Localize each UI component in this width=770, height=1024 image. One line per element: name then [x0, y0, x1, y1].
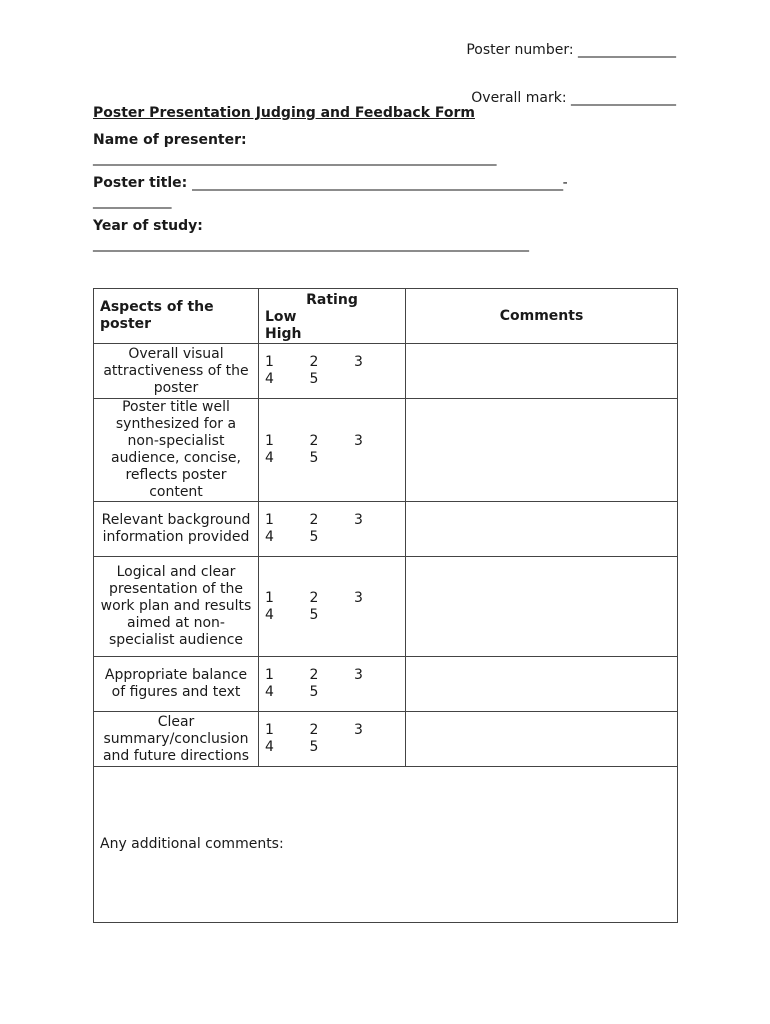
name-of-presenter-label: Name of presenter: [93, 132, 247, 148]
poster-title-label: Poster title: [93, 175, 193, 191]
rating-cell[interactable] [259, 712, 406, 767]
aspect-cell: Poster title well synthesized for a non-specialist audience, concise, reflects poster content [94, 399, 259, 502]
comments-cell[interactable] [406, 712, 678, 767]
table-row [94, 657, 678, 712]
form-title: Poster Presentation Judging and Feedback Form [93, 105, 475, 121]
judging-table [93, 288, 678, 923]
rating-scale-line2[interactable]: 4 5 [265, 684, 319, 700]
name-of-presenter-line[interactable]: ______________________________________________________________ [93, 150, 496, 166]
table-row [94, 712, 678, 767]
rating-scale-line1[interactable]: 1 2 3 [265, 667, 363, 683]
poster-title-line[interactable]: _________________________________________________________- [192, 175, 568, 191]
poster-number-field[interactable]: Poster number: ______________ [466, 42, 676, 58]
rating-cell[interactable] [259, 399, 406, 502]
additional-comments-box[interactable] [94, 767, 678, 923]
year-of-study-label: Year of study: [93, 218, 203, 234]
table-row [94, 344, 678, 399]
table-header-row [94, 289, 678, 344]
rating-title: Rating [306, 292, 358, 308]
table-row [94, 502, 678, 557]
rating-header [259, 289, 406, 344]
rating-scale-line2[interactable]: 4 5 [265, 606, 319, 623]
rating-high-label: High [265, 326, 302, 342]
comments-cell[interactable] [406, 557, 678, 657]
poster-title-row [93, 175, 567, 191]
rating-cell[interactable] [259, 344, 406, 399]
rating-cell[interactable] [259, 657, 406, 712]
table-row [94, 399, 678, 502]
aspect-cell: Clear summary/conclusion and future directions [94, 712, 259, 767]
comments-cell[interactable] [406, 657, 678, 712]
comments-cell[interactable] [406, 344, 678, 399]
rating-cell[interactable] [259, 557, 406, 657]
aspects-header: Aspects of the poster [94, 289, 259, 344]
rating-scale-line1[interactable]: 1 2 3 [265, 512, 363, 528]
rating-scale-line2[interactable]: 4 5 [265, 371, 319, 387]
aspect-cell: Relevant background information provided [94, 502, 259, 557]
rating-low-label: Low [265, 309, 297, 325]
rating-scale-line2[interactable]: 4 5 [265, 739, 319, 755]
rating-scale-line1[interactable]: 1 2 3 [265, 433, 363, 449]
comments-header: Comments [406, 289, 678, 344]
rating-scale-line2[interactable]: 4 5 [265, 450, 319, 466]
comments-cell[interactable] [406, 399, 678, 502]
overall-mark-field[interactable]: Overall mark: _______________ [471, 90, 676, 106]
rating-scale-line2[interactable]: 4 5 [265, 529, 319, 545]
rating-scale-line1[interactable]: 1 2 3 [265, 722, 363, 738]
additional-comments-label: Any additional comments: [100, 836, 284, 852]
comments-cell[interactable] [406, 502, 678, 557]
aspect-cell: Logical and clear presentation of the work plan and results aimed at non-specialist audience [94, 557, 259, 657]
additional-comments-row [94, 767, 678, 923]
aspect-cell: Appropriate balance of figures and text [94, 657, 259, 712]
rating-scale-line1[interactable]: 1 2 3 [265, 354, 363, 370]
rating-scale-line1[interactable]: 1 2 3 [265, 589, 363, 606]
table-row [94, 557, 678, 657]
rating-cell[interactable] [259, 502, 406, 557]
poster-title-line-continued[interactable]: ____________ [93, 193, 171, 209]
year-of-study-line[interactable]: ___________________________________________________________________ [93, 236, 529, 252]
aspect-cell: Overall visual attractiveness of the poster [94, 344, 259, 399]
